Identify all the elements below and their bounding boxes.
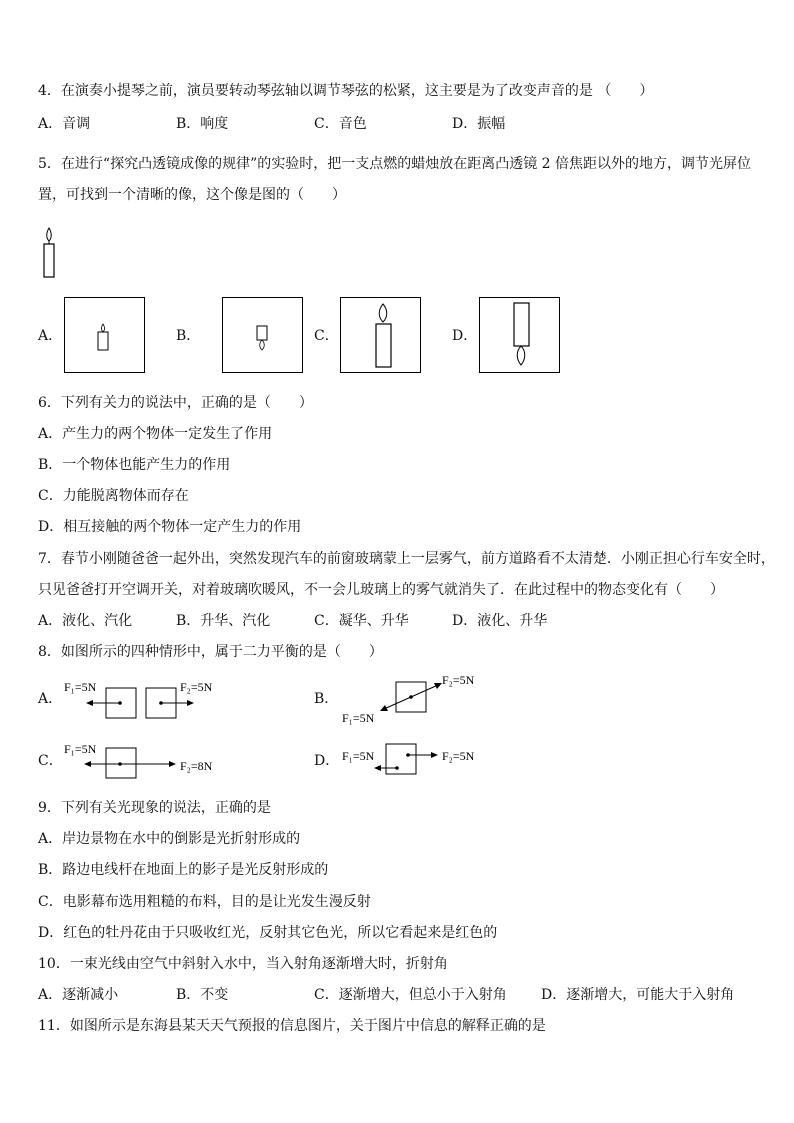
q11-stem: 11．如图所示是东海县某天天气预报的信息图片，关于图片中信息的解释正确的是 [38, 1018, 546, 1034]
q10-stem: 10．一束光线由空气中斜射入水中，当入射角逐渐增大时，折射角 [38, 956, 448, 972]
q8a-f1-label: F₁=5N [64, 680, 97, 694]
q6-option-b: B．一个物体也能产生力的作用 [38, 457, 231, 473]
q7-option-b: B．升华、汽化 [176, 613, 271, 629]
q5-option-c-figure [340, 297, 421, 373]
q8d-f1-label: F₁=5N [342, 749, 375, 763]
q9-option-c: C．电影幕布选用粗糙的布料，目的是让光发生漫反射 [38, 894, 371, 910]
q8-option-d-label: D． [314, 753, 340, 769]
q4-option-d: D．振幅 [452, 116, 506, 132]
q8c-f2-label: F₂=8N [180, 759, 213, 773]
q8-figure-a [62, 676, 232, 726]
q8-option-b-label: B． [314, 691, 339, 707]
q8d-f2-label: F₂=5N [442, 749, 475, 763]
q5-stem-line1: 5．在进行“探究凸透镜成像的规律”的实验时，把一支点燃的蜡烛放在距离凸透镜 2 倍焦距以外的地方，调节光屏位 [38, 156, 752, 172]
q4-option-c: C．音色 [314, 116, 367, 132]
q6-option-d: D．相互接触的两个物体一定产生力的作用 [38, 519, 302, 535]
q5-stem-line2: 置，可找到一个清晰的像，这个像是图的（ ） [38, 187, 346, 203]
q8-figure-b [338, 670, 488, 730]
q8-stem: 8．如图所示的四种情形中，属于二力平衡的是（ ） [38, 644, 383, 660]
q8c-f1-label: F₁=5N [64, 742, 97, 756]
q10-option-a: A．逐渐减小 [38, 987, 119, 1003]
q10-option-b: B．不变 [176, 987, 229, 1003]
reference-candle-figure [38, 226, 62, 282]
q6-option-a: A．产生力的两个物体一定发生了作用 [38, 426, 273, 442]
q8-figure-d [338, 738, 488, 788]
q7-option-c: C．凝华、升华 [314, 613, 409, 629]
q5-option-b-label: B． [176, 328, 201, 344]
q10-option-c: C．逐渐增大，但总小于入射角 [314, 987, 507, 1003]
q7-stem-line1: 7．春节小刚随爸爸一起外出，突然发现汽车的前窗玻璃蒙上一层雾气，前方道路看不太清楚．小刚正担心行车安全时， [38, 551, 775, 567]
q6-stem: 6．下列有关力的说法中，正确的是（ ） [38, 395, 313, 411]
q8b-f2-label: F₂=5N [442, 673, 475, 687]
q4-option-a: A．音调 [38, 116, 91, 132]
q8-option-c-label: C． [38, 753, 63, 769]
q6-option-c: C．力能脱离物体而存在 [38, 488, 189, 504]
q9-option-a: A．岸边景物在水中的倒影是光折射形成的 [38, 831, 301, 847]
q5-option-a-label: A． [38, 328, 63, 344]
q9-stem: 9．下列有关光现象的说法，正确的是 [38, 800, 271, 816]
q5-option-a-figure [64, 297, 145, 373]
q9-option-d: D．红色的牡丹花由于只吸收红光，反射其它色光，所以它看起来是红色的 [38, 925, 498, 941]
q4-option-b: B．响度 [176, 116, 229, 132]
q7-stem-line2: 只见爸爸打开空调开关，对着玻璃吹暖风，不一会儿玻璃上的雾气就消失了．在此过程中的物态变化有（ ） [38, 582, 724, 598]
q5-option-b-figure [222, 297, 303, 373]
q8a-f2-label: F₂=5N [180, 680, 213, 694]
q5-option-d-label: D． [452, 328, 478, 344]
q8-option-a-label: A． [38, 691, 63, 707]
q8b-f1-label: F₁=5N [342, 711, 375, 725]
q4-stem: 4．在演奏小提琴之前，演员要转动琴弦轴以调节琴弦的松紧，这主要是为了改变声音的是 （ ） [38, 83, 654, 99]
q7-option-a: A．液化、汽化 [38, 613, 133, 629]
q9-option-b: B．路边电线杆在地面上的影子是光反射形成的 [38, 862, 329, 878]
q5-option-d-figure [479, 297, 560, 373]
q10-option-d: D．逐渐增大，可能大于入射角 [541, 987, 735, 1003]
q5-option-c-label: C． [314, 328, 339, 344]
q8-figure-c [62, 738, 232, 788]
q7-option-d: D．液化、升华 [452, 613, 548, 629]
